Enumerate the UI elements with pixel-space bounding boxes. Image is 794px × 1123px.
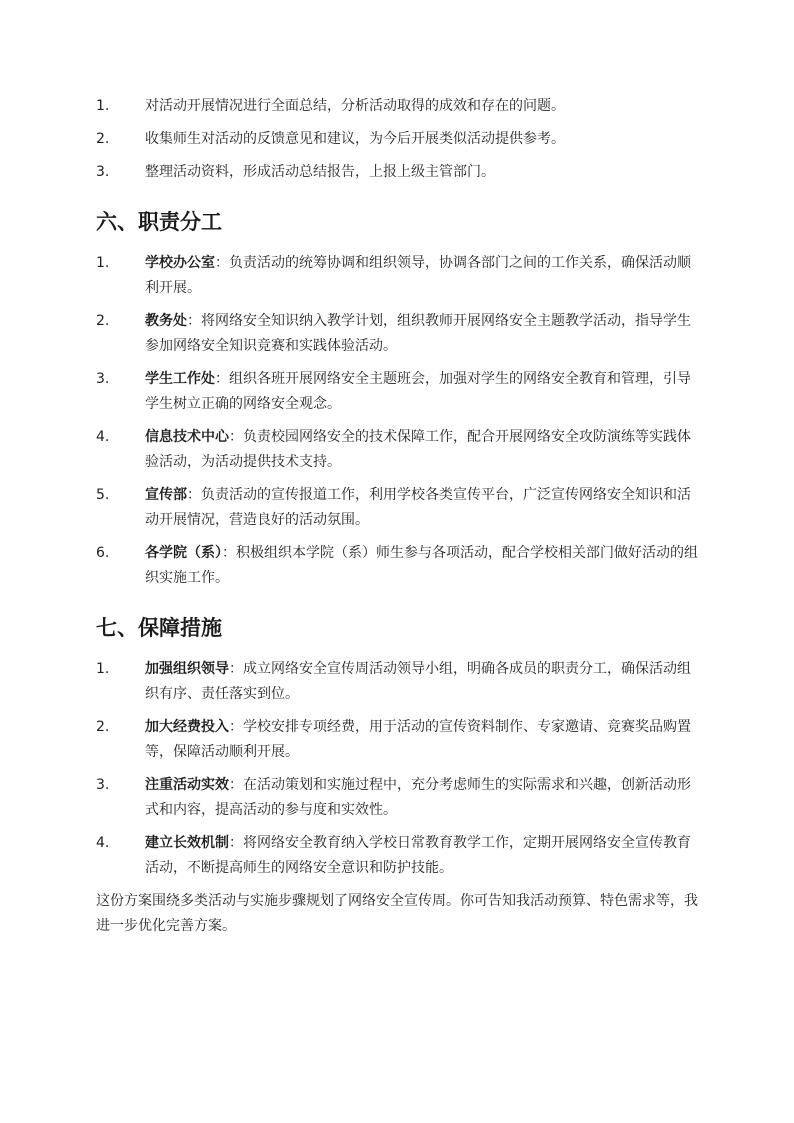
list-item bbox=[96, 367, 700, 417]
item-text: 负责活动的统筹协调和组织领导，协调各部门之间的工作关系，确保活动顺利开展。 bbox=[145, 255, 691, 296]
item-term: 学生工作处 bbox=[145, 371, 215, 387]
item-text: 负责校园网络安全的技术保障工作，配合开展网络安全攻防演练等实践体验活动，为活动提供技术支持。 bbox=[145, 429, 691, 470]
safeguards-list bbox=[96, 657, 700, 881]
item-text: 负责活动的宣传报道工作，利用学校各类宣传平台，广泛宣传网络安全知识和活动开展情况，营造良好的活动氛围。 bbox=[145, 487, 691, 528]
item-separator: ： bbox=[222, 545, 236, 561]
list-item bbox=[96, 483, 700, 533]
item-number: 6. bbox=[96, 545, 110, 561]
item-text: 在活动策划和实施过程中，充分考虑师生的实际需求和兴趣，创新活动形式和内容，提高活动的参与度和实效性。 bbox=[145, 777, 691, 818]
item-separator: ： bbox=[229, 835, 243, 851]
section-heading-responsibilities: 六、职责分工 bbox=[96, 210, 222, 234]
list-item bbox=[96, 425, 700, 475]
item-term: 注重活动实效 bbox=[145, 777, 229, 793]
section-heading-safeguards: 七、保障措施 bbox=[96, 616, 222, 640]
item-number: 4. bbox=[96, 835, 110, 851]
list-item bbox=[96, 94, 700, 119]
item-separator: ： bbox=[229, 661, 243, 677]
document-page bbox=[96, 94, 700, 939]
item-number: 1. bbox=[96, 98, 110, 114]
item-number: 2. bbox=[96, 719, 110, 735]
list-item bbox=[96, 773, 700, 823]
item-separator: ： bbox=[187, 487, 201, 503]
item-text: 组织各班开展网络安全主题班会，加强对学生的网络安全教育和管理，引导学生树立正确的网络安全观念。 bbox=[145, 371, 691, 412]
list-item bbox=[96, 160, 700, 185]
item-term: 加大经费投入 bbox=[145, 719, 229, 735]
item-separator: ： bbox=[187, 313, 201, 329]
item-text: 将网络安全教育纳入学校日常教育教学工作，定期开展网络安全宣传教育活动，不断提高师生的网络安全意识和防护技能。 bbox=[145, 835, 691, 876]
item-text: 成立网络安全宣传周活动领导小组，明确各成员的职责分工，确保活动组织有序、责任落实到位。 bbox=[145, 661, 691, 702]
item-number: 1. bbox=[96, 255, 110, 271]
list-item bbox=[96, 541, 700, 591]
list-item bbox=[96, 251, 700, 301]
item-number: 2. bbox=[96, 313, 110, 329]
item-separator: ： bbox=[215, 255, 229, 271]
list-item bbox=[96, 831, 700, 881]
item-text: 学校安排专项经费，用于活动的宣传资料制作、专家邀请、竞赛奖品购置等，保障活动顺利开展。 bbox=[145, 719, 691, 760]
responsibilities-list bbox=[96, 251, 700, 591]
item-number: 1. bbox=[96, 661, 110, 677]
item-separator: ： bbox=[229, 429, 243, 445]
item-term: 建立长效机制 bbox=[145, 835, 229, 851]
item-text: 将网络安全知识纳入教学计划，组织教师开展网络安全主题教学活动，指导学生参加网络安全知识竞赛和实践体验活动。 bbox=[145, 313, 691, 354]
list-item bbox=[96, 309, 700, 359]
item-term: 信息技术中心 bbox=[145, 429, 229, 445]
item-text: 收集师生对活动的反馈意见和建议，为今后开展类似活动提供参考。 bbox=[145, 131, 565, 147]
list-item bbox=[96, 127, 700, 152]
item-separator: ： bbox=[215, 371, 229, 387]
summary-paragraph: 这份方案围绕多类活动与实施步骤规划了网络安全宣传周。你可告知我活动预算、特色需求等，我进一步优化完善方案。 bbox=[96, 893, 698, 934]
item-text: 整理活动资料，形成活动总结报告，上报上级主管部门。 bbox=[145, 164, 495, 180]
item-number: 3. bbox=[96, 164, 110, 180]
item-term: 宣传部 bbox=[145, 487, 187, 503]
item-number: 2. bbox=[96, 131, 110, 147]
item-separator: ： bbox=[229, 719, 243, 735]
item-term: 学校办公室 bbox=[145, 255, 215, 271]
item-number: 4. bbox=[96, 429, 110, 445]
item-number: 3. bbox=[96, 371, 110, 387]
item-term: 教务处 bbox=[145, 313, 187, 329]
list-item bbox=[96, 715, 700, 765]
item-term: 各学院（系） bbox=[145, 545, 222, 561]
item-separator: ： bbox=[229, 777, 243, 793]
item-term: 加强组织领导 bbox=[145, 661, 229, 677]
list-item bbox=[96, 657, 700, 707]
item-number: 5. bbox=[96, 487, 110, 503]
item-text: 对活动开展情况进行全面总结，分析活动取得的成效和存在的问题。 bbox=[145, 98, 565, 114]
item-text: 积极组织本学院（系）师生参与各项活动，配合学校相关部门做好活动的组织实施工作。 bbox=[145, 545, 698, 586]
item-number: 3. bbox=[96, 777, 110, 793]
intro-list bbox=[96, 94, 700, 185]
